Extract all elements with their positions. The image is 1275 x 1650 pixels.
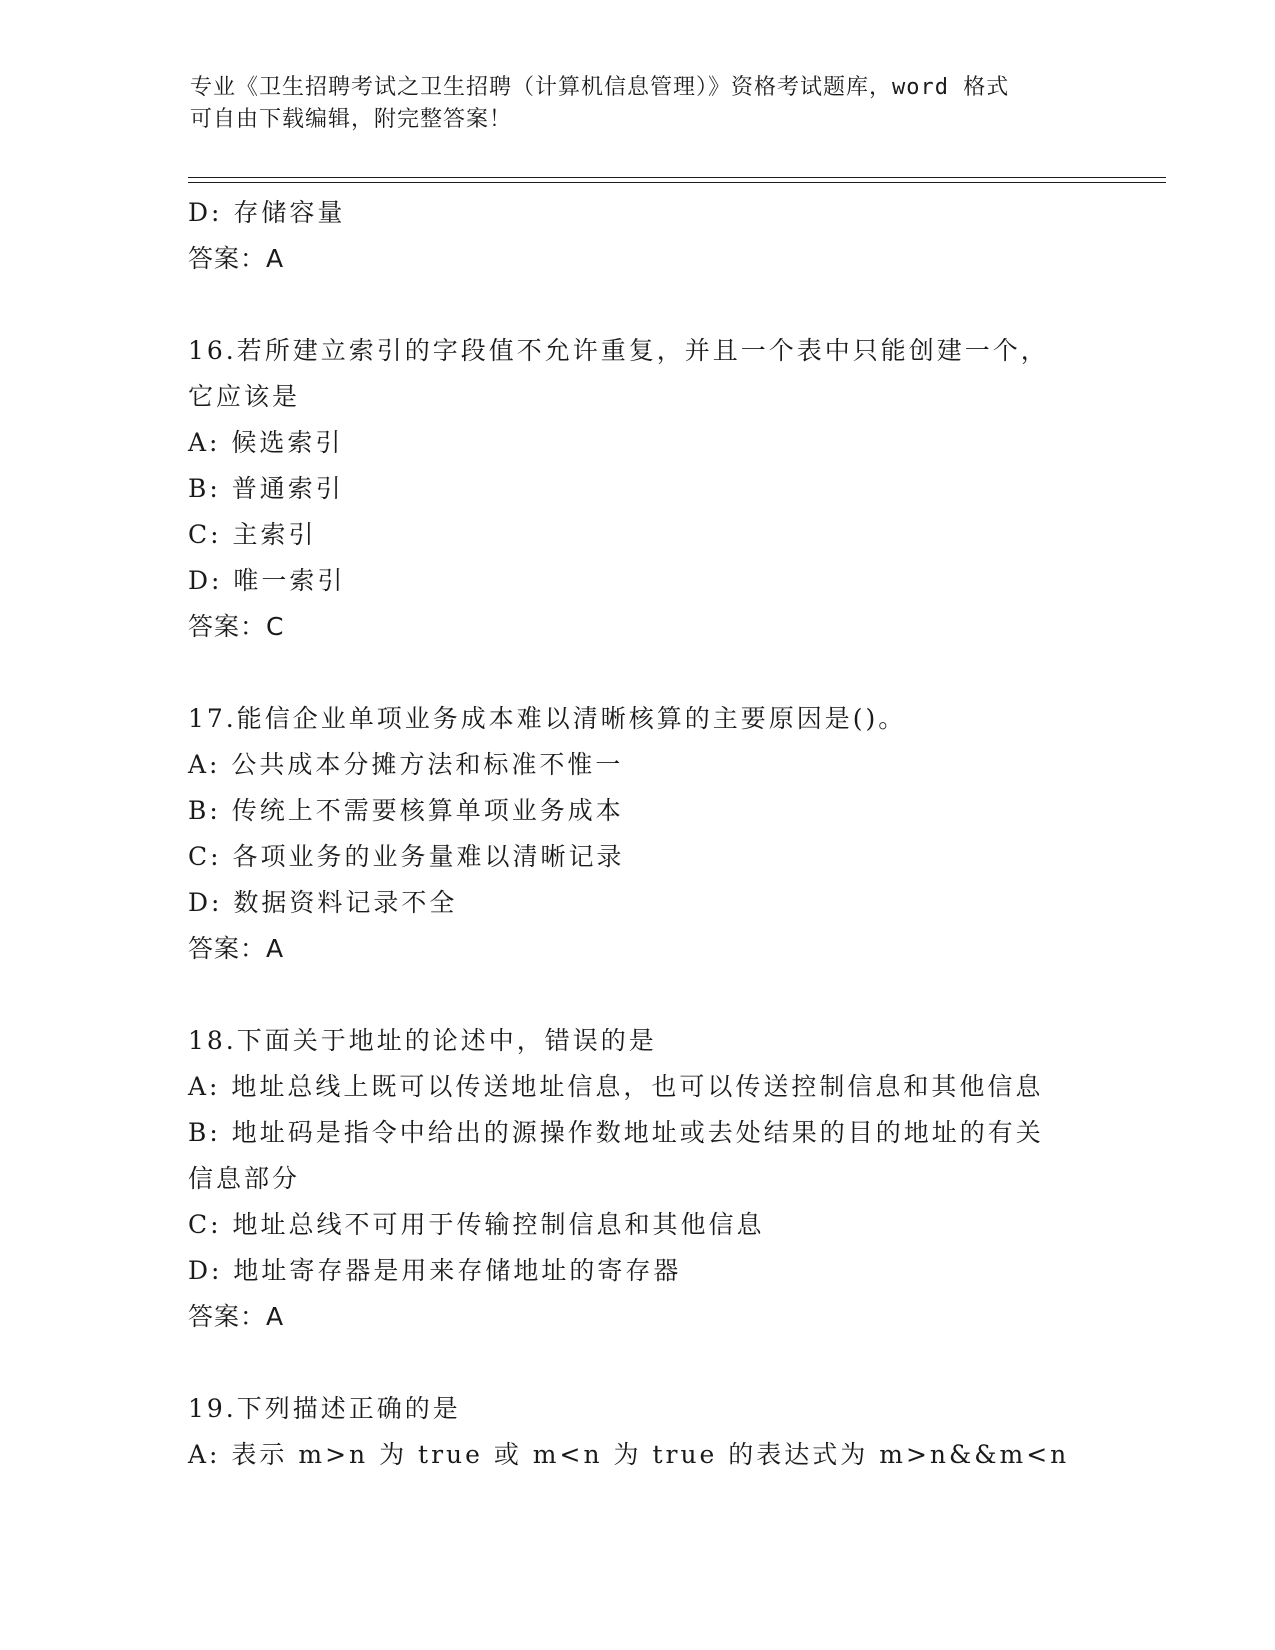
question-17 <box>188 696 1088 972</box>
question-list <box>188 190 1088 1478</box>
header-divider-top <box>188 177 1166 178</box>
option-d: D: 唯一索引 <box>188 566 346 595</box>
option-a: A: 公共成本分摊方法和标准不惟一 <box>188 750 624 779</box>
question-stem: 18.下面关于地址的论述中，错误的是 <box>188 1026 657 1055</box>
answer-line: 答案：A <box>188 934 285 963</box>
question-19 <box>188 1386 1088 1478</box>
question-18 <box>188 1018 1088 1340</box>
question-stem: 16.若所建立索引的字段值不允许重复，并且一个表中只能创建一个， <box>188 336 1049 365</box>
option-b-continued: 信息部分 <box>188 1164 301 1193</box>
previous-question-tail <box>188 190 1088 282</box>
option-d: D: 数据资料记录不全 <box>188 888 458 917</box>
option-c: C: 地址总线不可用于传输控制信息和其他信息 <box>188 1210 765 1239</box>
option-b: B: 传统上不需要核算单项业务成本 <box>188 796 624 825</box>
answer-line: 答案：A <box>188 1302 285 1331</box>
answer-line: 答案：C <box>188 612 285 641</box>
option-c: C: 各项业务的业务量难以清晰记录 <box>188 842 625 871</box>
option-b: B: 地址码是指令中给出的源操作数地址或去处结果的目的地址的有关 <box>188 1118 1044 1147</box>
answer-line: 答案：A <box>188 244 285 273</box>
header-divider-bottom <box>188 182 1166 183</box>
option-b: B: 普通索引 <box>188 474 344 503</box>
option-c: C: 主索引 <box>188 520 317 549</box>
option-a: A: 表示 m>n 为 true 或 m<n 为 true 的表达式为 m>n&&m<n <box>188 1440 1070 1469</box>
option-d: D: 地址寄存器是用来存储地址的寄存器 <box>188 1256 682 1285</box>
question-stem-continued: 它应该是 <box>188 382 301 411</box>
option-a: A: 地址总线上既可以传送地址信息，也可以传送控制信息和其他信息 <box>188 1072 1044 1101</box>
question-16 <box>188 328 1088 650</box>
option-d: D: 存储容量 <box>188 198 346 227</box>
question-stem: 17.能信企业单项业务成本难以清晰核算的主要原因是()。 <box>188 704 907 733</box>
question-stem: 19.下列描述正确的是 <box>188 1394 461 1423</box>
option-a: A: 候选索引 <box>188 428 344 457</box>
header-line-2: 可自由下载编辑，附完整答案！ <box>190 107 513 132</box>
document-header <box>190 72 1090 136</box>
header-line-1: 专业《卫生招聘考试之卫生招聘（计算机信息管理）》资格考试题库，word 格式 <box>190 75 1010 100</box>
